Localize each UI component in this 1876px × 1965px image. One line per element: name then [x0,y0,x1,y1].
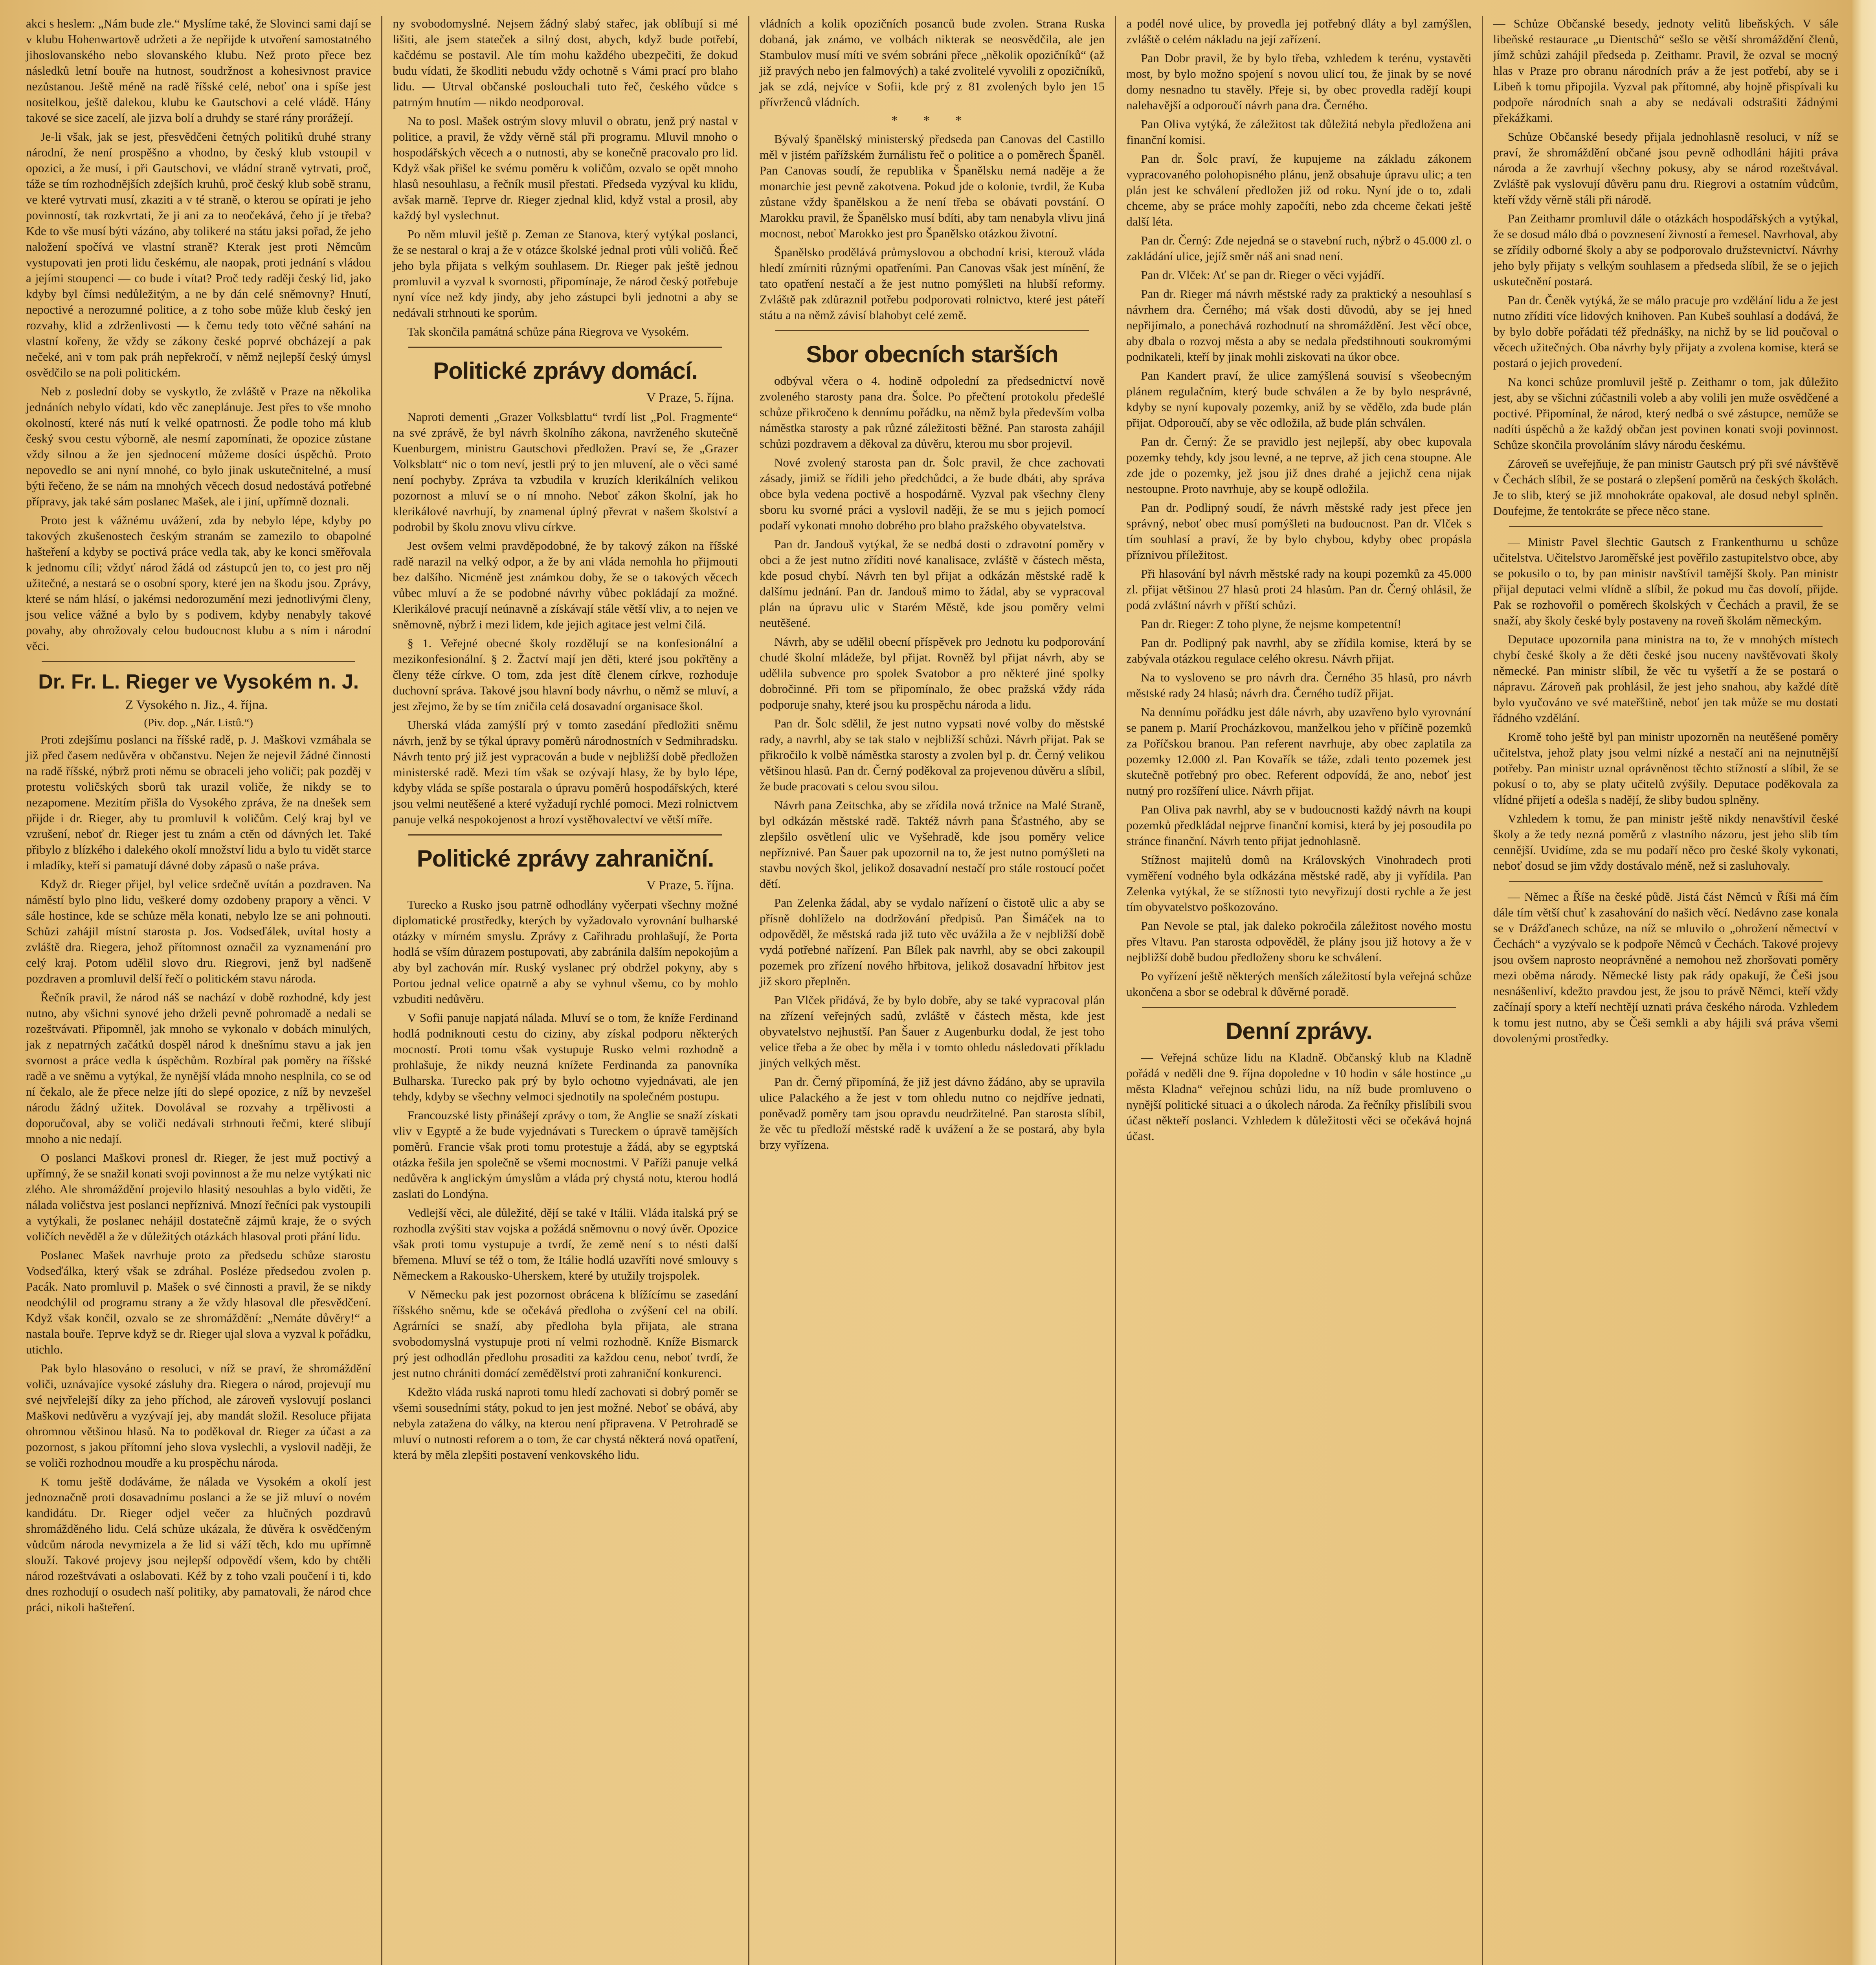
column-5 [1483,16,1848,1965]
section-heading: Politické zprávy domácí. [433,358,698,384]
article-paragraph: Nové zvolený starosta pan dr. Šolc pravil, že chce zachovati zásady, jimiž se řídili jeho předchůdci, a že bude dbáti, aby správa obce byla vedena poctivě a hospodárně. Vyzval pak všechny členy sboru ku svorné práci a vyslovil naději, že se mu s jejich pomocí podaří vykonati mnoho dobrého pro blaho pražského obyvatelstva. [759,455,1105,532]
article-paragraph: K tomu ještě dodáváme, že nálada ve Vysokém a okolí jest jednoznačně proti dosavadnímu poslanci a že se již mluví o novém kandidátu. Dr. Rieger odjel večer za hlučných pozdravů shromážděného lidu. Celá schůze ukázala, že důvěra k osvědčeným vůdcům národa nevymizela a že lid si váží těch, kdo mu upřímně slouží. Takové projevy jsou nejlepší odpovědí všem, kdo by chtěli národ rozeštvávati a oslabovati. Kéž by z toho vzali poučení i ti, kdo dnes rozhodují o osudech naší politiky, aby pamatovali, že národ chce práci, nikoli hašteření. [26,1475,371,1614]
article-paragraph: — Veřejná schůze lidu na Kladně. Občanský klub na Kladně pořádá v neděli dne 9. října dopoledne v 10 hodin v sále hostince „u města Kladna“ veřejnou schůzi lidu, na níž bude promluveno o nynější politické situaci a o úkolech národa. Za řečníky přislíbili svou účast někteří poslanci. Vzhledem k důležitosti věci se očekává hojná účast. [1126,1050,1472,1143]
article-paragraph: — Ministr Pavel šlechtic Gautsch z Frankenthurnu u schůze učitelstva. Učitelstvo Jaroměřské jest pověřilo zastupitelstvo obce, aby se pokusilo o to, by pan ministr navštívil tamější školy. Pan ministr přijal deputaci velmi vlídně a slíbil, že pokud mu čas dovolí, přijde. Pak se rozhovořil o poměrech školských v Čechách a pravil, že se snaží, aby školy české byly postaveny na roveň školám německým. [1493,535,1839,627]
article-heading: Dr. Fr. L. Rieger ve Vysokém n. J. [38,670,359,693]
article-paragraph: Pan Zeithamr promluvil dále o otázkách hospodářských a vytýkal, že se dosud málo dbá o povznesení živností a řemesel. Navrhoval, aby se zřídily odborné školy a aby se podporovalo družstevnictví. Návrhy jeho byly přijaty s velkým souhlasem a předseda slíbil, že se o jejich uskutečnění postará. [1493,211,1839,288]
article-paragraph: Návrh, aby se udělil obecní příspěvek pro Jednotu ku podporování chudé školní mládeže, byl přijat. Rovněž byl přijat návrh, aby se udělila subvence pro spolek Svatobor a pro některé jiné spolky dobročinné. Při tom se připomínalo, že obec pražská vždy ráda podporuje snahy, které jsou ku prospěchu národa a lidu. [759,635,1105,711]
article-paragraph: Vedlejší věci, ale důležité, dějí se také v Itálii. Vláda italská prý se rozhodla zvýšiti stav vojska a požádá sněmovnu o nový úvěr. Opozice však proti tomu vystupuje a tvrdí, že země není s to nésti další břemena. Mluví se též o tom, že Itálie hodlá uzavříti nové smlouvy s Německem a Rakousko-Uherskem, které by utužily trojspolek. [393,1206,738,1282]
section-divider [408,834,722,836]
section-heading: Politické zprávy zahraniční. [417,845,714,872]
article-paragraph: Turecko a Rusko jsou patrně odhodlány vyčerpati všechny možné diplomatické prostředky, kterých by vyžadovalo vyrovnání bulharské otázky v mírném smyslu. Zprávy z Cařihradu prohlašují, že Porta hodlá se vším důrazem postupovati, aby zabránila dalším nepokojům a aby byl zachován mír. Ruský vyslanec prý obdržel pokyny, aby s Portou jednal velice opatrně a aby se vyhnul všemu, co by mohlo vzbuditi nedůvěru. [393,898,738,1006]
article-paragraph: Pan dr. Šolc sdělil, že jest nutno vypsati nové volby do městské rady, a navrhl, aby se tak stalo v nejbližší schůzi. Návrh přijat. Pak se přikročilo k volbě náměstka starosty a zvolen byl p. dr. Černý velikou většinou hlasů. Pan dr. Černý poděkoval za projevenou důvěru a slíbil, že bude pracovati s celou svou silou. [759,716,1105,793]
article-paragraph: vládních a kolik opozičních posanců bude zvolen. Strana Ruska dobaná, jak známo, ve volbách nikterak se neosvědčila, ale jen Stambulov musí míti ve svém sobráni přece „několik opozičníků“ (až již pravých nebo jen falmových) a také zvolitelé vyvolili z opozičníků, jak se zdá, nejvíce v Sofii, kde prý z 81 zvolených bylo jen 15 přívrženců vládních. [759,17,1105,109]
column-2 [382,16,749,1965]
column-3 [749,16,1116,1965]
article-paragraph: Schůze Občanské besedy přijala jednohlasně resoluci, v níž se praví, že shromáždění občané jsou pevně odhodláni hájiti práva národa a že zavrhují všechny pokusy, aby se národ rozeštvával. Zvláště pak vyslovují důvěru panu dru. Riegrovi a ostatním vůdcům, kteří vždy věrně stáli při národě. [1493,130,1839,206]
article-paragraph: Pan Nevole se ptal, jak daleko pokročila záležitost nového mostu přes Vltavu. Pan starosta odpověděl, že plány jsou již hotovy a že v nejbližší době budou předloženy sboru ke schválení. [1126,919,1472,964]
article-paragraph: Když dr. Rieger přijel, byl velice srdečně uvítán a pozdraven. Na náměstí bylo plno lidu, veškeré domy ozdobeny prapory a věnci. V sále hostince, kde se schůze měla konati, nebylo lze se ani pohnouti. Schůzi zahájil místní starosta p. Jos. Vodseďálek, uvítal hosty a zvláště dra. Riegera, jehož přítomnost označil za vyznamenání pro celý kraj. Potom udělil slovo dru. Riegrovi, jenž byl nadšeně pozdraven a promluvil delší řečí o politickém stavu národa. [26,877,371,985]
article-paragraph: ny svobodomyslné. Nejsem žádný slabý stařec, jak oblíbují si mé lišiti, ale jsem stateček a silný dost, abych, když bude potřebí, kačdému se postavil. Ale tím mohu každého ubezpečiti, že dokud budu vídati, že škodliti nebudu vždy ochotně s Vámi prací pro blaho lidu. — Utrval občanské poslouchali tuto řeč, českého vůdce s patrným hnutím — nikdo neodporoval. [393,17,738,109]
article-paragraph: Pan Vlček přidává, že by bylo dobře, aby se také vypracoval plán na zřízení veřejných sadů, zvláště v částech města, kde jest obyvatelstvo nejhustší. Pan Šauer z Augenburku dodal, že jest toho velice třeba a že obec by měla i v tomto ohledu následovati příkladu jiných velkých měst. [759,993,1105,1070]
article-paragraph: Pan Oliva vytýká, že záležitost tak důležitá nebyla předložena ani finanční komisi. [1126,117,1472,147]
article-paragraph: Pak bylo hlasováno o resoluci, v níž se praví, že shromáždění voliči, uznávajíce vysoké zásluhy dra. Riegera o národ, projevují mu své nejvřelejší díky za jeho příchod, ale zároveň vyslovují poslanci Maškovi nedůvěru a vyzývají jej, aby mandát složil. Resoluce přijata ohromnou většinou hlasů. Na to poděkoval dr. Rieger za účast a za pozornost, s jakou přítomní jeho slova vyslechli, a vyslovil naději, že se voliči rozhodnou moudře a ku prospěchu národa. [26,1361,371,1469]
section-heading: Denní zprávy. [1226,1018,1372,1044]
article-paragraph: Stížnost majitelů domů na Královských Vinohradech proti vyměření vodného byla odkázána městské radě, aby ji vyřídila. Pan Zelenka vytýkal, že se stížnosti tyto nevyřizují dosti rychle a že jest tím obyvatelstvo poškozováno. [1126,853,1472,914]
article-paragraph: Pan dr. Rieger: Z toho plyne, že nejsme kompetentní! [1141,617,1402,631]
asterism-separator: * * * [891,113,973,128]
article-paragraph: Pan dr. Černý: Zde nejedná se o stavební ruch, nýbrž o 45.000 zl. o zakládání ulice, jejíž směr náš ani snad není. [1126,233,1472,263]
article-paragraph: Naproti dementi „Grazer Volksblattu“ tvrdí list „Pol. Fragmente“ na své zprávě, že byl návrh školního zákona, navrženého skutečně Kuenburgem, ministru Gautschovi předložen. Praví se, že „Grazer Volksblatt“ nic o tom neví, jestli prý to jen mluvení, ale o věci samé není pochyby. Zpráva ta vzbudila v kruzích klerikálních velikou pozornost a mluví se o ní mnoho. Neboť zákon školní, jak ho klerikálové navrhují, by znamenal úplný převrat v našem školství a podrobil by školu znovu vlivu církve. [393,410,738,534]
article-paragraph: Na dennímu pořádku jest dále návrh, aby uzavřeno bylo vyrovnání se panem p. Marií Procházkovou, manželkou jeho v příčině pozemků za Poříčskou branou. Pan referent navrhuje, aby obec zaplatila za pozemky 12.000 zl. Pan Kovařík se táže, zdali tento pozemek jest skutečně potřebný pro obec. Referent odpovídá, že ano, neboť jest nutný pro rozšíření ulice. Návrh přijat. [1126,705,1472,797]
article-paragraph: Po něm mluvil ještě p. Zeman ze Stanova, který vytýkal poslanci, že se nestaral o kraj a že v otázce školské jednal proti vůli voličů. Řeč jeho byla přijata s velkým souhlasem. Dr. Rieger pak ještě jednou promluvil a vyzval k svornosti, připomínaje, že národ český potřebuje nyní více než kdy jindy, aby jeho zástupci byli jednotni a aby se nedávali strhnouti ke sporům. [393,227,738,320]
article-paragraph: odbýval včera o 4. hodině odpolední za předsednictví nově zvoleného starosty pana dra. Šolce. Po přečtení protokolu předešlé schůze přikročeno k dennímu pořádku, na němž byla především volba náměstka starosty a pak různé záležitosti běžné. Pan starosta zahájil schůzi pozdravem a děkoval za důvěru, kterou mu sbor projevil. [759,374,1105,450]
article-paragraph: Pan dr. Podlipný pak navrhl, aby se zřídila komise, která by se zabývala otázkou regulace celého okresu. Návrh přijat. [1126,636,1472,665]
article-paragraph: Deputace upozornila pana ministra na to, že v mnohých místech chybí české školy a že děti české jsou nuceny navštěvovati školy německé. Pan ministr slíbil, že věc tu vyšetří a že se postará o nápravu. Zároveň pak prohlásil, že jest jeho snahou, aby každé dítě bylo vyučováno ve své mateřštině, neboť jen tak může se mu dostati řádného vzdělání. [1493,632,1839,725]
column-4 [1116,16,1483,1965]
article-paragraph: Poslanec Mašek navrhuje proto za předsedu schůze starostu Vodseďálka, který však se zdráhal. Posléze předsedou zvolen p. Pacák. Nato promluvil p. Mašek o své činnosti a pravil, že se nikdy neodchýlil od programu strany a že vždy hlasoval dle přesvědčení. Když však končil, ozvalo se ze shromáždění: „Nemáte důvěry!“ a nastala bouře. Teprve když se dr. Rieger ujal slova a vyzval k pořádku, utichlo. [26,1248,371,1356]
article-paragraph: Pan dr. Šolc praví, že kupujeme na základu zákonem vypracovaného polohopisného plánu, jenž obsahuje úpravu ulic; a ten plán jest ke schválení předložen již od roku. Nyní jde o to, zdali chceme, aby se práce mohly započíti, nebo zda chceme čekati ještě další léta. [1126,152,1472,228]
article-paragraph: Na to posl. Mašek ostrým slovy mluvil o obratu, jenž prý nastal v politice, a pravil, že vždy věrně stál při programu. Mluvil mnoho o hospodářských věcech a o nutnosti, aby se konečně pracovalo pro lid. Když však přišel ke svému poměru k voličům, ozvalo se opět mnoho hlasů nesouhlasu, a řečník musil přestati. Předseda vyzýval ku klidu, avšak marně. Teprve dr. Rieger zjednal klid, když vstal a prosil, aby každý byl vyslechnut. [393,114,738,222]
section-divider [1509,881,1823,882]
section-divider [42,661,355,662]
article-paragraph: Návrh pana Zeitschka, aby se zřídila nová tržnice na Malé Straně, byl odkázán městské radě. Taktéž návrh pana Šťastného, aby se zlepšilo osvětlení ulic ve Vyšehradě, kde jsou poměry velice nepříznivé. Pan Šauer pak upozornil na to, že jest nutno pomýšleti na stavbu nových škol, jelikož dosavadní nestačí pro stále rostoucí počet dětí. [759,798,1105,891]
article-paragraph: Pan dr. Jandouš vytýkal, že se nedbá dosti o zdravotní poměry v obci a že jest nutno zříditi nové kanalisace, zvláště v částech města, kde posud chybí. Návrh ten byl přijat a odkázán městské radě k dalšímu jednání. Pan dr. Jandouš mimo to žádal, aby se vypracoval plán na úpravu ulic v Starém Městě, kde jsou poměry velmi neutěšené. [759,537,1105,630]
article-paragraph: Je-li však, jak se jest, přesvědčeni četných politiků druhé strany národní, že není prospěšno a vhodno, by český klub vstoupil v opozici, a že musí, i při Gautschovi, ve vládní straně vytrvati, proč, táže se tím rozhodnějších zdejších kruhů, proč český klub sobě stranu, ve které vytrvati musí, zkaziti a v té straně, o kterou se opírati je jeho povinností, tak rozkvrtati, že ji ani za to neočekává, čeho jí je třeba? Kde to vše musí býti vázáno, aby tolikeré na státu jaksi pořad, že jeho naložení spočívá ve vlastní straně? Kterak jest proti Němcům vystupovati jen proti lidu českému, ale naopak, proti jednání s vládou a jejími stoupenci — co bude i vítat? Proč tedy raději český lid, jako kdyby byl čímsi nedůležitým, a ne by dán celé sněmovny? Hnutí, nepoctivé a nerozumné politice, a z toho sobe může klub český jen rozvahy, klid a zdrženlivosti — k čemu tedy toto věčné sahání na vlastní kořeny, že vždy se zákony české poprvé obcházejí a pak nečeké, ani v tom pak práh nepřekročí, v němž nejlepší český úmysl osvědčilo se na poli politickém. [26,130,371,379]
dateline: V Praze, 5. října. [646,878,734,893]
article-paragraph: Proto jest k vážnému uvážení, zda by nebylo lépe, kdyby po takových zkušenostech českým stranám se zamezilo to obapolné hašteření a kdyby se poctivá práce vedla tak, aby ke konci směřovala k jednomu cíli; vždyť národ žádá od zástupců jen to, co jest pro něj užitečné, a nestará se o osobní spory, které jen na škodu jsou. Zprávy, které se nám hlásí, o jakémsi nedorozumění mezi jednotlivými členy, jsou velice vážné a bylo by s podivem, kdyby nenabyly takové povahy, aby ohrožovaly celou budoucnost klubu a s ním i národní věci. [26,513,371,653]
article-paragraph: Neb z poslední doby se vyskytlo, že zvláště v Praze na několika jednáních nebylo vídati, kdo věc zaneplánuje. Jest přes to vše mnoho okolností, které nás nutí k velké opatrnosti. Že podle toho má klub český svou cestu výborně, ale nesmí zapomínati, že opozice zůstane vždy silnou a že jen sjednocení můžeme dosíci úspěchů. Proto nepovedlo se ani nyní mnohé, co bylo jinak uskutečnitelné, a musí býti řečeno, že se nám na mnohých věcech dosud nedostává potřebné přípravy, jak také sám poslanec Mašek, ale i jiní, upřímně doznali. [26,384,371,508]
article-paragraph: Pan dr. Černý připomíná, že již jest dávno žádáno, aby se upravila ulice Palackého a že jest v tom ohledu nutno co nejdříve jednati, poněvadž poměry tam jsou opravdu neudržitelné. Pan starosta slíbil, že věc tu předloží městské radě k uvážení a že se postará, aby byla brzy vyřízena. [759,1075,1105,1151]
article-paragraph: Pan dr. Vlček: Ať se pan dr. Rieger o věci vyjádří. [1141,268,1385,282]
article-paragraph: akci s heslem: „Nám bude zle.“ Myslíme také, že Slovinci sami dají se v klubu Hohenwartově udržeti a že nepřijde k utvoření samostatného jihoslovanského nebo slovanského klubu. Než proto přece bez následků letní bouře na hutnost, soudržnost a kohesivnost pravice nezůstanou. Ještě méně na radě říšské celé, neboť ona i spíše jest nositelkou, ještě dalekou, klubu ke Gautschovi a celé vládě. Hány takové se sice zacelí, ale jizva bolí a druhdy se staré rány prorážejí. [26,17,371,125]
article-paragraph: Pan Dobr pravil, že by bylo třeba, vzhledem k terénu, vystavěti most, by bylo možno spojení s novou ulicí tou, že jinak by se nové domy nesnadno tu stavěly. Přeje si, by obec provedla radějí koupi nalehavější a odporoučí návrh pana dra. Černého. [1126,51,1472,112]
article-paragraph: Pan dr. Podlipný soudí, že návrh městské rady jest přece jen správný, neboť obec musí pomýšleti na budoucnost. Pan dr. Vlček s tím souhlasí a praví, že by bylo chybou, kdyby obec propásla příznivou příležitost. [1126,501,1472,562]
column-1 [16,16,382,1965]
article-paragraph: Řečník pravil, že národ náš se nachází v době rozhodné, kdy jest nutno, aby všichni synové jeho drželi pevně pohromadě a nedali se rozeštvávati. Připomněl, jak mnoho se vykonalo v dobách minulých, jak z nepatrných začátků dospěl národ k dnešnímu stavu a jak jen svornost a práce vedla k úspěchům. Rozbíral pak poměry na říšské radě a ve sněmu a vytýkal, že nynější vláda mnoho nesplnila, co se od ní čekalo, ale že přece nelze jíti do slepé opozice, z níž by nevzešel národu žádný užitek. Dovolával se rozvahy a trpělivosti a doporučoval, aby se voliči nedávali strhnouti řečmi, které slibují mnoho a nic nedají. [26,990,371,1146]
section-divider [1142,1007,1456,1008]
article-paragraph: Francouzské listy přinášejí zprávy o tom, že Anglie se snaží získati vliv v Egyptě a že bude vyjednávati s Tureckem o úpravě tamějších poměrů. Francie však proti tomu protestuje a žádá, aby se egyptská otázka řešila jen společně se všemi mocnostmi. V Paříži panuje velká nedůvěra k anglickým úmyslům a vláda prý chystá notu, kterou hodlá zaslati do Londýna. [393,1108,738,1201]
page-fold-edge [1852,0,1876,1965]
article-paragraph: Pan Oliva pak navrhl, aby se v budoucnosti každý návrh na koupi pozemků předkládal nejprve finanční komisi, která by jej posoudila po stránce finanční. Návrh tento přijat jednohlasně. [1126,803,1472,848]
article-paragraph: Kromě toho ještě byl pan ministr upozorněn na neutěšené poměry učitelstva, jehož platy jsou velmi nízké a nestačí ani na nejnutnější potřeby. Pan ministr uznal oprávněnost těchto stížností a slíbil, že se pokusí o to, aby se platy učitelů zvýšily. Deputace poděkovala za vlídné přijetí a odešla s nadějí, že sliby budou splněny. [1493,730,1839,806]
article-paragraph: Vzhledem k tomu, že pan ministr ještě nikdy nenavštívil české školy a že tedy nezná poměrů z vlastního názoru, jest jeho slib tím cennější. Uvidíme, zda se mu podaří něco pro české školy vykonati, neboť dosud se jim vždy dostávalo méně, než si zasluhovaly. [1493,812,1839,872]
article-paragraph: Pan Zelenka žádal, aby se vydalo nařízení o čistotě ulic a aby se přísně dohlíželo na dodržování předpisů. Pan Šimáček na to odpověděl, že městská rada již tuto věc uvážila a že v nejbližší době vydá potřebné nařízení. Pan Bílek pak navrhl, aby se obci zakoupil pozemek pro zřízení nového hřbitova, jelikož dosavadní hřbitov jest již skoro přeplněn. [759,896,1105,988]
article-paragraph: a podél nové ulice, by provedla jej potřebný dláty a byl zamýšlen, zvláště o celém nákladu na její zařízení. [1126,17,1472,46]
article-paragraph: V Sofii panuje napjatá nálada. Mluví se o tom, že kníže Ferdinand hodlá podniknouti cestu do ciziny, aby získal podporu některých mocností. Proti tomu však vystupuje Rusko velmi rozhodně a prohlašuje, že nikdy neuzná knížete Ferdinanda za panovníka Bulharska. Turecko pak prý by bylo ochotno vyjednávati, ale jen tehdy, kdyby se všechny velmoci sjednotily na společném postupu. [393,1011,738,1103]
dateline: V Praze, 5. října. [646,391,734,405]
article-paragraph: Uherská vláda zamýšlí prý v tomto zasedání předložiti sněmu návrh, jenž by se týkal úpravy poměrů národnostních v Sedmihradsku. Návrh tento prý již jest vypracován a bude v nejbližší době předložen ministerské radě. Mezi tím však se ozývají hlasy, že by bylo lépe, kdyby vláda se spíše postarala o úpravu poměrů hospodářských, které jsou velmi neutěšené a které vyžadují rychlé pomoci. Mezi rolnictvem panuje velká nespokojenost a hrozí vystěhovalectví ve větší míře. [393,718,738,826]
article-paragraph: Při hlasování byl návrh městské rady na koupi pozemků za 45.000 zl. přijat většinou 27 hlasů proti 24 hlasům. Pan dr. Černý ohlásil, že podá zvláštní návrh v příští schůzi. [1126,567,1472,612]
section-divider [775,330,1089,331]
article-paragraph: Jest ovšem velmi pravděpodobné, že by takový zákon na říšské radě narazil na velký odpor, a že by ani vláda nemohla ho přijmouti bez dalšího. Nicméně jest známkou doby, že se o takových věcech vůbec mluví a že se podobné návrhy vůbec pokládají za možné. Klerikálové pracují neúnavně a získávají stále větší vliv, a to nejen ve sněmovně, nýbrž i mezi lidem, kde jejich agitace jest velmi čilá. [393,539,738,631]
article-paragraph: Na to vysloveno se pro návrh dra. Černého 35 hlasů, pro návrh městské rady 24 hlasů; návrh dra. Černého tudíž přijat. [1126,670,1472,700]
article-paragraph: Na konci schůze promluvil ještě p. Zeithamr o tom, jak důležito jest, aby se všichni zúčastnili voleb a aby volili jen muže osvědčené a poctivé. Připomínal, že národ, který nedbá o své zástupce, nemůže se nadíti úspěchů a že každý občan jest povinen konati svoji povinnost. Schůze skončila provoláním slávy národu českému. [1493,375,1839,452]
article-paragraph: — Schůze Občanské besedy, jednoty velitů libeňských. V sále libeňské restaurace „u Dientschů“ sešlo se větší shromáždění členů, jímž schůzi zahájil předseda p. Zeithamr. Pravil, že ozval se mocný hlas v Praze pro obranu národních práv a že jest potřebí, aby se i Libeň k tomu připojila. Vyzval pak přítomné, aby hojně přispívali ku podpoře národních snah a aby se nedávali odstrašiti žádnými překážkami. [1493,17,1839,125]
section-divider [408,347,722,348]
section-heading: Sbor obecních starších [806,341,1058,367]
article-paragraph: O poslanci Maškovi pronesl dr. Rieger, že jest muž poctivý a upřímný, že se snažil konati svoji povinnost a že mu nelze vytýkati nic zlého. Ale shromáždění projevilo hlasitý nesouhlas a bylo viděti, že nálada voličstva jest poslanci nepříznivá. Mnozí řečníci pak vystoupili a vytýkali, že poslanec nehájil dostatečně zájmů kraje, že o svých voličích nevěděl a že v důležitých otázkách hlasoval proti přání lidu. [26,1151,371,1243]
dateline: Z Vysokého n. Jiz., 4. října. [125,698,268,712]
section-divider [1509,526,1823,527]
article-paragraph: Po vyřízení ještě některých menších záležitostí byla veřejná schůze ukončena a sbor se odebral k důvěrné poradě. [1126,969,1472,999]
article-paragraph: Bývalý španělský ministerský předseda pan Canovas del Castillo měl v jistém pařížském žurnálistu řeč o politice a o poměrech Španěl. Pan Canovas soudí, že republika v Španělsku nemá naděje a že monarchie jest pevně zakotvena. Pokud jde o kolonie, tvrdil, že Kuba zůstane vždy španělskou a že není třeba se obávati povstání. O Marokku pravil, že Španělsko musí bdíti, aby tam nenabyla vlivu jiná mocnost, neboť Marokko jest pro Španělsko otázkou životní. [759,132,1105,240]
article-paragraph: Pan dr. Rieger má návrh městské rady za praktický a nesouhlasí s návrhem dra. Černého; má však dosti důvodů, aby se jej hned nepřijímalo, a ponechává rozhodnutí na shromáždění. Jest věcí obce, aby dbala o rozvoj města a aby se nedala předstihnouti soukromými podnikateli, kteří by jinak mohli ziskovati na úkor obce. [1126,287,1472,364]
article-paragraph: § 1. Veřejné obecné školy rozdělují se na konfesionální a mezikonfesionální. § 2. Žactví mají jen děti, které jsou pokřtěny a členy téže církve. O tom, zda jest dítě členem církve, rozhoduje duchovní správa. Takové jsou hlavní body návrhu, o němž se mluví, a jest zřejmo, že by se tím zničila celá dosavadní organisace škol. [393,636,738,713]
article-paragraph: V Německu pak jest pozornost obrácena k blížícímu se zasedání říšského sněmu, kde se očekává předloha o zvýšení cel na obilí. Agrárníci se snaží, aby předloha byla přijata, ale strana svobodomyslná vystupuje proti ní velmi rozhodně. Kníže Bismarck prý jest odhodlán předlohu prosaditi za každou cenu, neboť tvrdí, že jest nutno chrániti domácí zemědělství proti zahraniční konkurenci. [393,1287,738,1380]
article-paragraph: Proti zdejšímu poslanci na říšské radě, p. J. Maškovi vzmáhala se již před časem nedůvěra v občanstvu. Nejen že nejevil žádné činnosti na radě říšské, nýbrž proti němu se obraceli jeho voliči; pak pozděj v protestu voličských sborů tak urazil voliče, že nikdy se to nezapomene. Mezitím přišla do Vysokého zpráva, že na dnešek sem přijde i dr. Rieger, aby tu promluvil k voličům. Celý kraj byl ve vzrušení, neboť dr. Rieger jest tu znám a ctěn od dávných let. Také přibylo z blízkého i dalekého okolí množství lidu a bylo tu vidět starce i mladíky, kteří si pamatují dávné doby zápasů o naše práva. [26,733,371,872]
article-paragraph: Pan dr. Čeněk vytýká, že se málo pracuje pro vzdělání lidu a že jest nutno zříditi více lidových knihoven. Pan Kubeš souhlasí a dodává, že by bylo dobře pořádati též přednášky, na nichž by se lid poučoval o věcech užitečných. Oba návrhy byly přijaty a zvolena komise, která se postará o jejich provedení. [1493,293,1839,370]
article-paragraph: — Němec a Říše na české půdě. Jistá část Němců v Říši má čím dále tím větší chuť k zasahování do našich věcí. Nedávno zase konala se v Drážďanech schůze, na níž se mluvilo o „ohrožení němectví v Čechách“ a vyzývalo se k podpoře Němců v Čechách. Takové projevy jsou ovšem naprosto neoprávněné a nemohou než zhoršovati poměry mezi oběma národy. Německé listy pak rády opakují, že Češi jsou nesnášenliví, kdežto pravdou jest, že jsou to právě Němci, kteří vždy začínají spory a kteří nechtějí uznati práva českého národa. Vzhledem k tomu jest nutno, aby se Češi semkli a aby hájili svá práva všemi dovolenými prostředky. [1493,890,1839,1045]
article-paragraph: Zároveň se uveřejňuje, že pan ministr Gautsch prý při své návštěvě v Čechách slíbil, že se postará o zlepšení poměrů na českých školách. Je to slib, který se již mnohokráte opakoval, ale dosud nebyl splněn. Doufejme, že tentokráte se přece něco stane. [1493,457,1839,518]
article-paragraph: Pan Kandert praví, že ulice zamýšlená souvisí s všeobecným plánem regulačním, který bude schválen a že by bylo nesprávné, kdyby se nyní kupovaly pozemky, aniž by se vědělo, zda bude plán přijat. Odporoučí, aby se věc odložila, až bude plán schválen. [1126,369,1472,430]
article-paragraph: Kdežto vláda ruská naproti tomu hledí zachovati si dobrý poměr se všemi sousedními státy, pokud to jen jest možné. Neboť se obává, aby nebyla zatažena do války, na kterou není připravena. V Petrohradě se mluví o nutnosti reforem a o tom, že car chystá některá nová opatření, která by měla zlepšiti postavení venkovského lidu. [393,1385,738,1462]
article-paragraph: Španělsko prodělává průmyslovou a obchodní krisi, kterouž vláda hledí zmírniti různými opatřeními. Pan Canovas však jest mínění, že tato opatření nestačí a že jest nutno pomýšleti na hlubší reformy. Zvláště pak zdůraznil potřebu podporovati rolnictvo, které jest páteří státu a na němž závisí blahobyt celé země. [759,245,1105,322]
article-paragraph: Pan dr. Černý: Že se pravidlo jest nejlepší, aby obec kupovala pozemky tehdy, kdy jsou levné, a ne teprve, až jich cena stoupne. Ale zde jde o pozemky, jež jsou již dnes drahé a jejichž cena nijak nestoupne. Proto navrhuje, aby se koupě odložila. [1126,435,1472,496]
source-note: (Piv. dop. „Nár. Listů.“) [144,716,253,729]
article-paragraph: Tak skončila památná schůze pána Riegrova ve Vysokém. [407,325,689,338]
